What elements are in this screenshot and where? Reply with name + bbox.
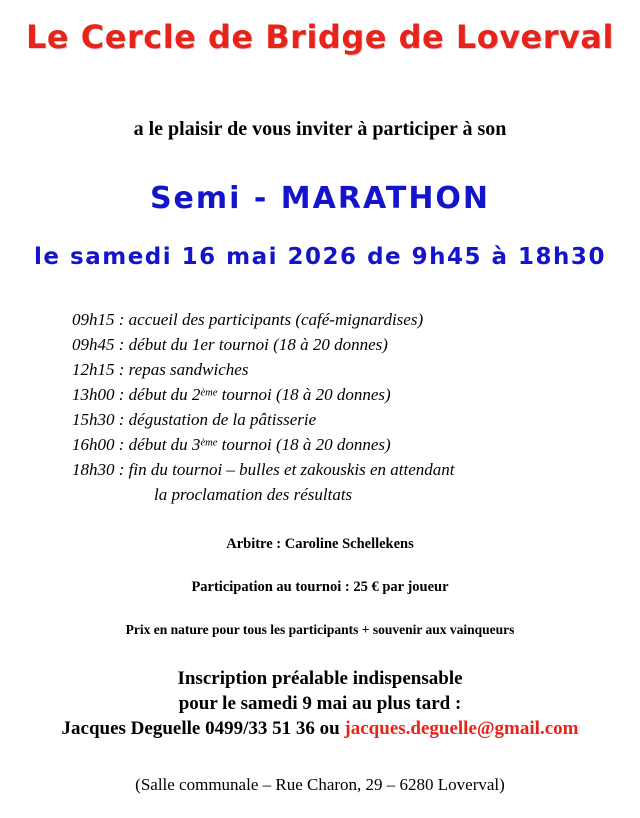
schedule-sup: ème bbox=[200, 437, 218, 449]
schedule-text: : début du 1er tournoi (18 à 20 donnes) bbox=[114, 334, 388, 354]
poster-page bbox=[0, 18, 640, 818]
registration-deadline: pour le samedi 9 mai au plus tard : bbox=[178, 692, 462, 714]
schedule-item bbox=[72, 333, 640, 358]
referee-line: Arbitre : Caroline Schellekens bbox=[226, 535, 414, 552]
event-date: le samedi 16 mai 2026 de 9h45 à 18h30 bbox=[34, 244, 606, 270]
schedule-tail: tournoi (18 à 20 donnes) bbox=[217, 384, 391, 404]
registration-block bbox=[0, 666, 640, 741]
schedule-time: 18h30 bbox=[72, 459, 115, 479]
registration-contact-line bbox=[0, 716, 640, 741]
poster-title: Le Cercle de Bridge de Loverval bbox=[26, 18, 614, 56]
registration-title: Inscription préalable indispensable bbox=[177, 667, 463, 689]
schedule-time: 13h00 bbox=[72, 384, 115, 404]
poster-subtitle: a le plaisir de vous inviter à participer à son bbox=[133, 118, 507, 140]
schedule-item bbox=[72, 408, 640, 433]
contact-name-phone: Jacques Deguelle 0499/33 51 36 ou bbox=[61, 718, 345, 740]
schedule-time: 16h00 bbox=[72, 434, 115, 454]
schedule-list bbox=[0, 308, 640, 508]
schedule-item bbox=[72, 358, 640, 383]
schedule-time: 09h15 bbox=[72, 310, 115, 329]
contact-email-link[interactable]: jacques.deguelle@gmail.com bbox=[344, 718, 579, 740]
schedule-text: : repas sandwiches bbox=[114, 359, 249, 379]
schedule-text: : accueil des participants (café-mignardises) bbox=[114, 310, 424, 329]
schedule-text: : début du 3 bbox=[114, 434, 201, 454]
schedule-text: : fin du tournoi – bulles et zakouskis en attendant bbox=[114, 459, 455, 479]
schedule-continuation: la proclamation des résultats bbox=[154, 484, 353, 504]
schedule-item bbox=[72, 383, 640, 408]
schedule-time: 15h30 bbox=[72, 409, 115, 429]
event-name: Semi - MARATHON bbox=[149, 181, 491, 216]
schedule-item bbox=[72, 458, 640, 483]
schedule-item bbox=[72, 308, 640, 333]
schedule-item bbox=[72, 433, 640, 458]
fee-line: Participation au tournoi : 25 € par joueur bbox=[191, 578, 449, 595]
schedule-tail: tournoi (18 à 20 donnes) bbox=[217, 434, 391, 454]
prizes-line: Prix en nature pour tous les participants + souvenir aux vainqueurs bbox=[125, 621, 515, 637]
schedule-text: : dégustation de la pâtisserie bbox=[114, 409, 317, 429]
schedule-time: 09h45 bbox=[72, 334, 115, 354]
schedule-text: : début du 2 bbox=[114, 384, 201, 404]
schedule-sup: ème bbox=[200, 387, 218, 399]
venue-line: (Salle communale – Rue Charon, 29 – 6280 Loverval) bbox=[135, 775, 505, 795]
schedule-time: 12h15 bbox=[72, 359, 115, 379]
